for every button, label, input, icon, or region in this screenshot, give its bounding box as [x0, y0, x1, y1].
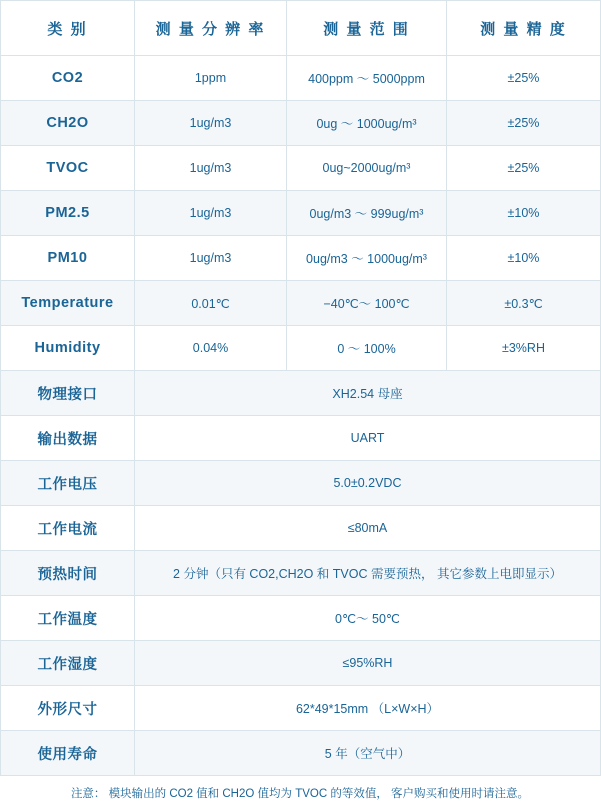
- row-accuracy: ±10%: [447, 236, 601, 281]
- table-row: [1, 101, 601, 146]
- table-row: [1, 371, 601, 416]
- row-label: 外形尺寸: [1, 686, 135, 731]
- table-row: [1, 686, 601, 731]
- row-range: 0ug/m3 ～ 999ug/m³: [287, 191, 447, 236]
- row-value: 62*49*15mm （L×W×H）: [135, 686, 601, 731]
- row-range: −40℃～ 100℃: [287, 281, 447, 326]
- row-range: 0ug~2000ug/m³: [287, 146, 447, 191]
- row-label: 物理接口: [1, 371, 135, 416]
- column-header-category: 类 别: [1, 1, 135, 56]
- table-row: [1, 731, 601, 776]
- table-row: [1, 236, 601, 281]
- row-value: UART: [135, 416, 601, 461]
- row-resolution: 1ppm: [135, 56, 287, 101]
- row-label: 工作湿度: [1, 641, 135, 686]
- row-label: 使用寿命: [1, 731, 135, 776]
- row-range: 0 ～ 100%: [287, 326, 447, 371]
- row-resolution: 1ug/m3: [135, 146, 287, 191]
- row-value: 5.0±0.2VDC: [135, 461, 601, 506]
- row-label: 工作温度: [1, 596, 135, 641]
- table-row: [1, 416, 601, 461]
- row-label: 工作电压: [1, 461, 135, 506]
- table-header: [1, 1, 601, 56]
- row-value: XH2.54 母座: [135, 371, 601, 416]
- row-value: 5 年（空气中）: [135, 731, 601, 776]
- table-row: [1, 281, 601, 326]
- row-label: Temperature: [1, 281, 135, 326]
- row-range: 0ug/m3 ～ 1000ug/m³: [287, 236, 447, 281]
- row-value: ≤95%RH: [135, 641, 601, 686]
- row-resolution: 1ug/m3: [135, 101, 287, 146]
- row-resolution: 0.04%: [135, 326, 287, 371]
- column-header-resolution: 测 量 分 辨 率: [135, 1, 287, 56]
- table-row: [1, 326, 601, 371]
- column-header-accuracy: 测 量 精 度: [447, 1, 601, 56]
- row-value: ≤80mA: [135, 506, 601, 551]
- table-row: [1, 461, 601, 506]
- table-row: [1, 56, 601, 101]
- table-row: [1, 146, 601, 191]
- row-accuracy: ±25%: [447, 56, 601, 101]
- table-row: [1, 551, 601, 596]
- row-resolution: 1ug/m3: [135, 191, 287, 236]
- row-label: 预热时间: [1, 551, 135, 596]
- row-accuracy: ±25%: [447, 146, 601, 191]
- row-label: TVOC: [1, 146, 135, 191]
- row-accuracy: ±0.3℃: [447, 281, 601, 326]
- row-label: PM2.5: [1, 191, 135, 236]
- footer-note: 注意： 模块输出的 CO2 值和 CH2O 值均为 TVOC 的等效值， 客户购买和使用时请注意。: [70, 788, 530, 800]
- table-row: [1, 641, 601, 686]
- row-accuracy: ±3%RH: [447, 326, 601, 371]
- table-body: [1, 56, 601, 776]
- column-header-range: 测 量 范 围: [287, 1, 447, 56]
- table-row: [1, 596, 601, 641]
- table-row: [1, 191, 601, 236]
- row-accuracy: ±25%: [447, 101, 601, 146]
- row-label: CH2O: [1, 101, 135, 146]
- row-label: Humidity: [1, 326, 135, 371]
- row-resolution: 0.01℃: [135, 281, 287, 326]
- row-label: PM10: [1, 236, 135, 281]
- row-label: 输出数据: [1, 416, 135, 461]
- row-accuracy: ±10%: [447, 191, 601, 236]
- row-range: 0ug ～ 1000ug/m³: [287, 101, 447, 146]
- row-resolution: 1ug/m3: [135, 236, 287, 281]
- table-row: [1, 506, 601, 551]
- row-value: 0℃～ 50℃: [135, 596, 601, 641]
- row-value: 2 分钟（只有 CO2,CH2O 和 TVOC 需要预热， 其它参数上电即显示）: [135, 551, 601, 596]
- table-header-row: [1, 1, 601, 56]
- row-label: CO2: [1, 56, 135, 101]
- row-range: 400ppm ～ 5000ppm: [287, 56, 447, 101]
- row-label: 工作电流: [1, 506, 135, 551]
